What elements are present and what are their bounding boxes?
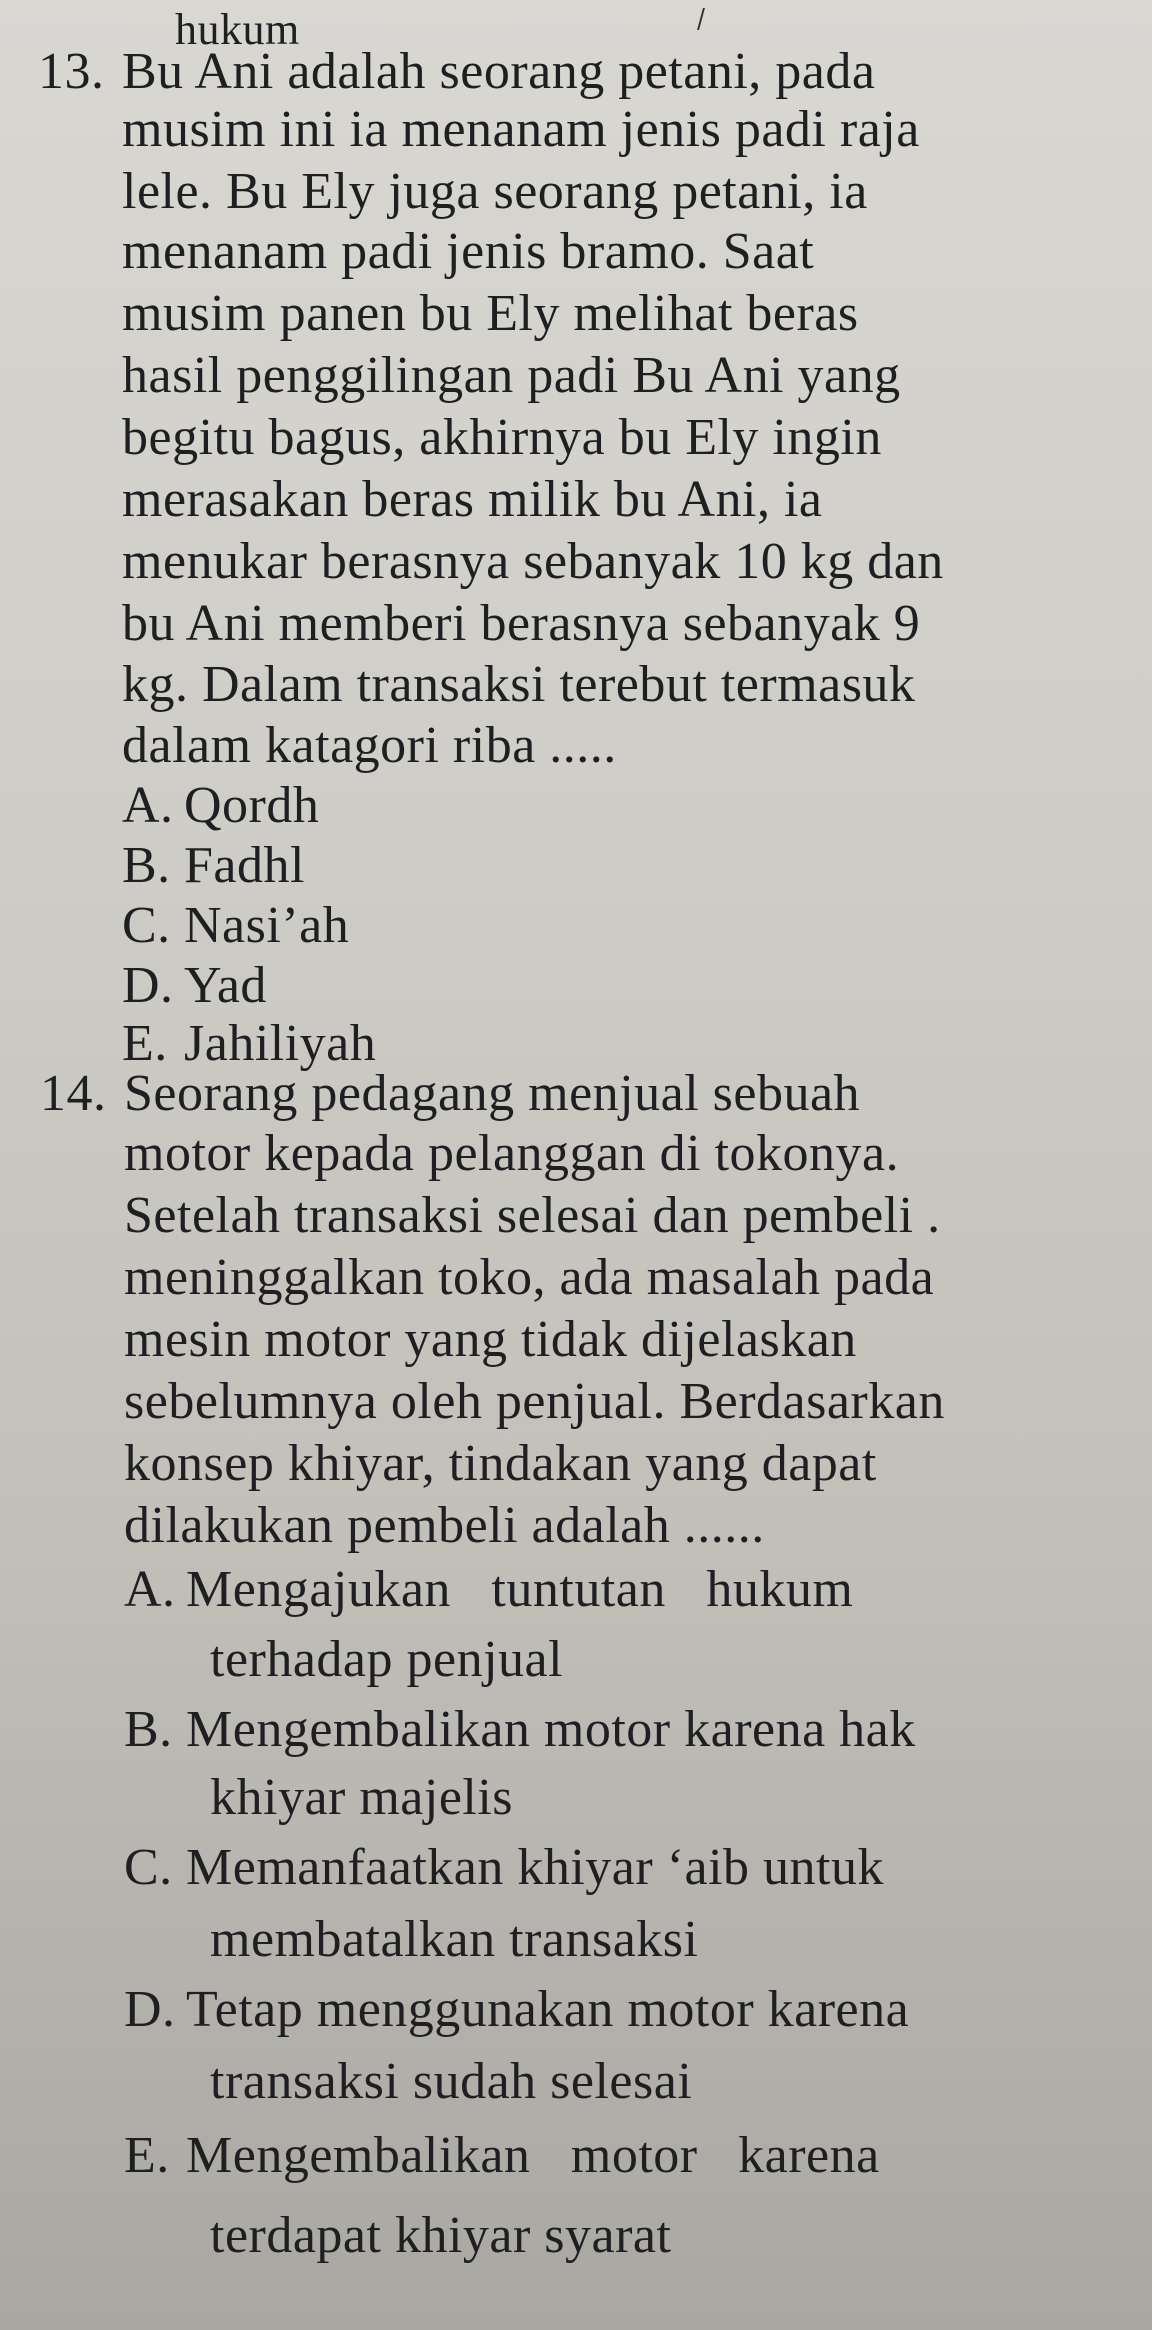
question-text-line: menukar berasnya sebanyak 10 kg dan — [122, 533, 944, 590]
answer-option-d[interactable] — [122, 956, 267, 1016]
option-letter: D. — [124, 1981, 176, 2038]
option-letter: C. — [122, 897, 171, 954]
header-fragment: hukum — [175, 5, 300, 54]
question-text-line: musim panen bu Ely melihat beras — [122, 285, 859, 342]
option-text: Fadhl — [184, 837, 305, 894]
option-letter: C. — [124, 1839, 173, 1896]
option-line — [124, 1838, 884, 1898]
question-number: 14. — [40, 1065, 107, 1122]
question-text-line: merasakan beras milik bu Ani, ia — [122, 471, 823, 528]
option-line — [124, 1980, 909, 2040]
option-text: Mengajukan tuntutan hukum — [186, 1561, 854, 1618]
question-text-line: Bu Ani adalah seorang petani, pada — [122, 43, 876, 100]
question-text-line: dilakukan pembeli adalah ...... — [124, 1497, 765, 1554]
option-text: Mengembalikan motor karena — [186, 2127, 880, 2184]
option-letter: A. — [124, 1561, 176, 1618]
question-text-line: meninggalkan toko, ada masalah pada — [124, 1249, 935, 1306]
question-text-line: musim ini ia menanam jenis padi raja — [122, 101, 920, 158]
option-letter: D. — [122, 957, 174, 1014]
option-letter: E. — [124, 2127, 170, 2184]
option-text: Tetap menggunakan motor karena — [186, 1981, 910, 2038]
question-text-line: menanam padi jenis bramo. Saat — [122, 223, 815, 280]
question-text-line: dalam katagori riba ..... — [122, 717, 617, 774]
question-text-line: Setelah transaksi selesai dan pembeli . — [124, 1187, 941, 1244]
question-text-line: kg. Dalam transaksi terebut termasuk — [122, 656, 916, 713]
answer-option-c[interactable] — [122, 896, 349, 956]
option-line — [124, 1560, 853, 1620]
option-line — [124, 2126, 880, 2186]
question-text-line: lele. Bu Ely juga seorang petani, ia — [122, 163, 868, 220]
option-line: membatalkan transaksi — [210, 1911, 699, 1968]
question-text-line: sebelumnya oleh penjual. Berdasarkan — [124, 1373, 945, 1430]
option-text: Memanfaatkan khiyar ‘aib untuk — [186, 1839, 884, 1896]
answer-option-b[interactable] — [122, 836, 305, 896]
question-text-line: motor kepada pelanggan di tokonya. — [124, 1125, 900, 1182]
question-text-line: Seorang pedagang menjual sebuah — [124, 1065, 861, 1122]
option-letter: B. — [122, 837, 171, 894]
option-text: Nasi’ah — [184, 897, 350, 954]
question-text-line: hasil penggilingan padi Bu Ani yang — [122, 347, 901, 404]
option-letter: E. — [122, 1015, 168, 1072]
question-text-line: mesin motor yang tidak dijelaskan — [124, 1311, 857, 1368]
question-text-line: begitu bagus, akhirnya bu Ely ingin — [122, 409, 882, 466]
option-line — [124, 1700, 916, 1760]
option-text: Yad — [184, 957, 267, 1014]
option-line: transaksi sudah selesai — [210, 2053, 693, 2110]
option-text: Qordh — [184, 777, 320, 834]
option-line: khiyar majelis — [210, 1769, 514, 1826]
option-letter: A. — [122, 777, 174, 834]
answer-option-a[interactable] — [122, 776, 319, 836]
question-text-line: bu Ani memberi berasnya sebanyak 9 — [122, 595, 921, 652]
option-line: terhadap penjual — [210, 1631, 564, 1688]
option-line: terdapat khiyar syarat — [210, 2207, 672, 2264]
question-number: 13. — [38, 43, 105, 100]
question-text-line: konsep khiyar, tindakan yang dapat — [124, 1435, 877, 1492]
option-letter: B. — [124, 1701, 173, 1758]
option-text: Jahiliyah — [184, 1015, 377, 1072]
pen-mark — [697, 8, 727, 30]
option-text: Mengembalikan motor karena hak — [186, 1701, 916, 1758]
